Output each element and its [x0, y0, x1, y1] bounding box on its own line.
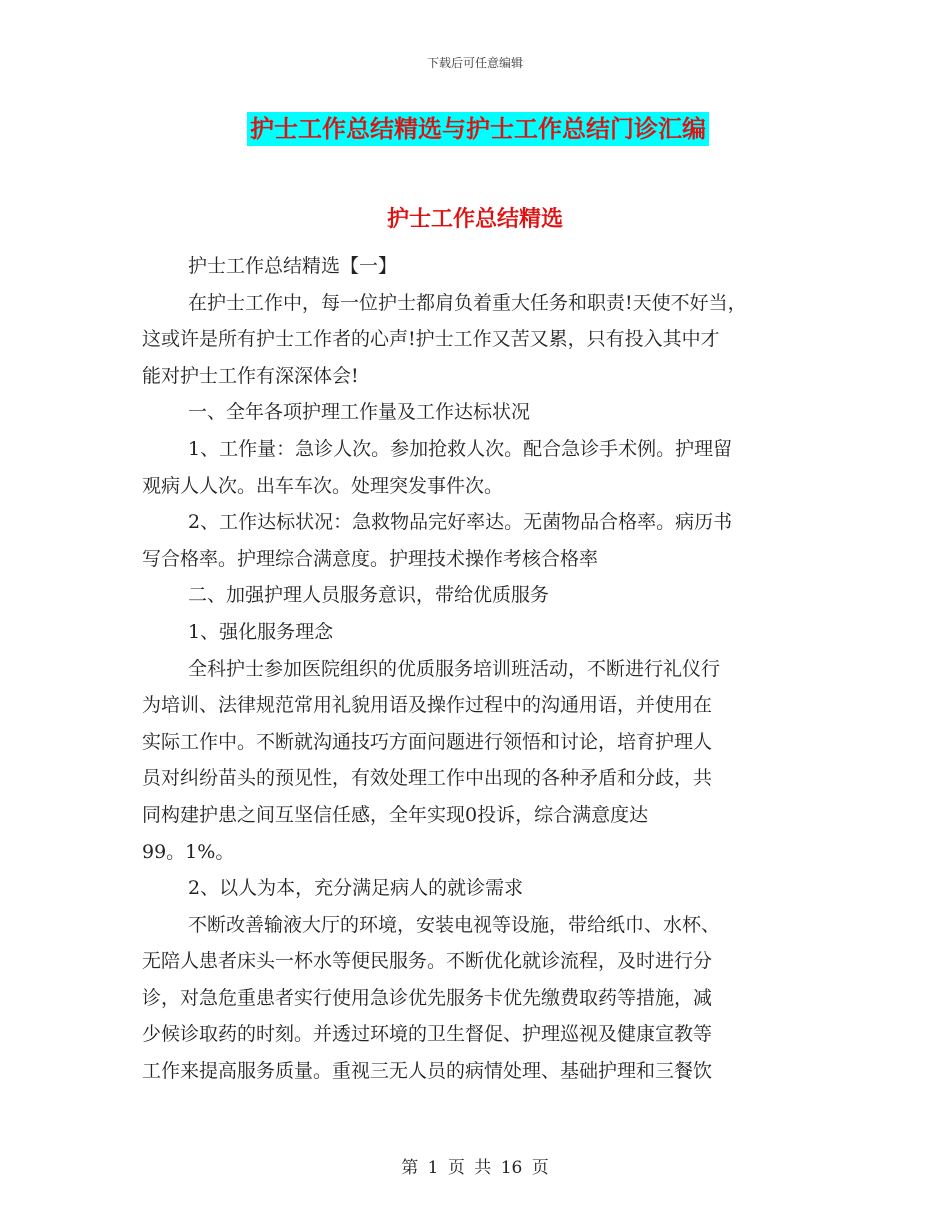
paragraph-line: 99。1%。 — [142, 840, 235, 863]
paragraph-line: 一、全年各项护理工作量及工作达标状况 — [188, 401, 531, 424]
paragraph-line: 无陪人患者床头一杯水等便民服务。不断优化就诊流程，及时进行分 — [142, 950, 713, 973]
paragraph-line: 少候诊取药的时刻。并透过环境的卫生督促、护理巡视及健康宣教等 — [142, 1023, 713, 1046]
body-text — [142, 248, 804, 1090]
document-title: 护士工作总结精选与护士工作总结门诊汇编 — [247, 112, 709, 146]
paragraph-line: 诊，对急危重患者实行使用急诊优先服务卡优先缴费取药等措施，减 — [142, 986, 713, 1009]
paragraph-line: 2、工作达标状况：急救物品完好率达。无菌物品合格率。病历书 — [188, 511, 733, 534]
paragraph-line: 护士工作总结精选【一】 — [188, 255, 398, 277]
page-footer: 第 1 页 共 16 页 — [401, 1158, 549, 1178]
paragraph-line: 写合格率。护理综合满意度。护理技术操作考核合格率 — [142, 547, 599, 570]
header-note: 下载后可任意编辑 — [426, 56, 523, 70]
paragraph-line: 观病人人次。出车车次。处理突发事件次。 — [142, 474, 504, 497]
paragraph-line: 1、强化服务理念 — [188, 620, 334, 643]
paragraph-line: 1、工作量：急诊人次。参加抢救人次。配合急诊手术例。护理留 — [188, 437, 733, 460]
paragraph-line: 在护士工作中，每一位护士都肩负着重大任务和职责!天使不好当， — [188, 291, 747, 314]
paragraph-line: 2、以人为本，充分满足病人的就诊需求 — [188, 877, 524, 900]
paragraph-line: 为培训、法律规范常用礼貌用语及操作过程中的沟通用语，并使用在 — [142, 694, 713, 717]
paragraph-line: 不断改善输液大厅的环境，安装电视等设施，带给纸巾、水杯、 — [188, 913, 721, 936]
paragraph-line: 能对护士工作有深深体会! — [142, 364, 359, 387]
paragraph-line: 实际工作中。不断就沟通技巧方面问题进行领悟和讨论，培育护理人 — [142, 730, 713, 753]
paragraph-line: 工作来提高服务质量。重视三无人员的病情处理、基础护理和三餐饮 — [142, 1060, 713, 1083]
paragraph-line: 同构建护患之间互坚信任感，全年实现0投诉，综合满意度达 — [142, 803, 649, 826]
paragraph-line: 这或许是所有护士工作者的心声!护士工作又苦又累，只有投入其中才 — [142, 328, 720, 351]
paragraph-line: 员对纠纷苗头的预见性，有效处理工作中出现的各种矛盾和分歧，共 — [142, 767, 713, 790]
section-title: 护士工作总结精选 — [386, 207, 563, 232]
paragraph-line: 全科护士参加医院组织的优质服务培训班活动，不断进行礼仪行 — [188, 657, 721, 680]
paragraph-line: 二、加强护理人员服务意识，带给优质服务 — [188, 584, 550, 607]
